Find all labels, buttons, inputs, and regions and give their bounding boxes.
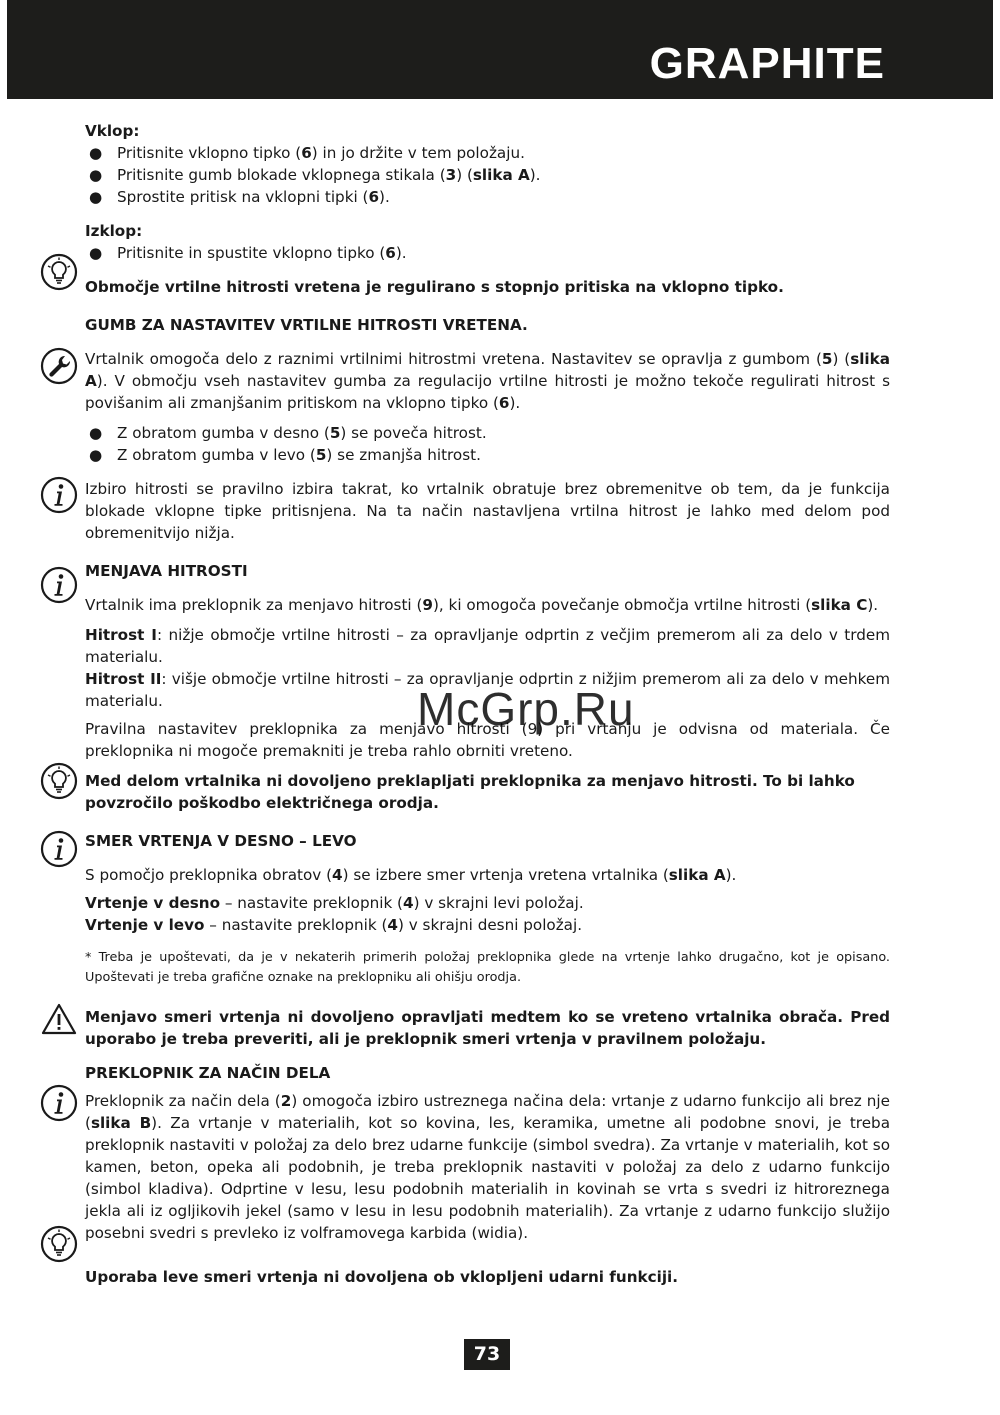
list-item: ● Z obratom gumba v desno (5) se poveča hitrost. [89,424,487,442]
warning-text: Menjavo smeri vrtenja ni dovoljeno opravljati medtem ko se vreteno vrtalnika obrača. Pred uporabo je treba preveriti, ali je preklopnik smeri vrtenja v pravilnem položaju. [85,1008,890,1048]
info-icon [40,830,78,868]
body-paragraph: Vrtalnik ima preklopnik za menjavo hitrosti (9), ki omogoča povečanje območja vrtilne hitrosti (slika C). [85,596,879,614]
list-item: ● Sprostite pritisk na vklopni tipki (6). [89,188,390,206]
list-item: ● Pritisnite gumb blokade vklopnega stikala (3) (slika A). [89,166,541,184]
lightbulb-icon [40,762,78,800]
tip-text: Uporaba leve smeri vrtenja ni dovoljena ob vklopljeni udarni funkciji. [85,1268,679,1286]
section-heading: MENJAVA HITROSTI [85,562,248,580]
brand-logo: GRAPHITE [649,39,885,88]
body-paragraph: Hitrost I: nižje območje vrtilne hitrosti – za opravljanje odprtin z večjim premerom ali za delo v trdem materialu. [85,626,891,666]
footnote: * Treba je upoštevati, da je v nekaterih primerih položaj preklopnika glede na vrtenje lahko drugačno, kot je opisano. Upoštevati je treba grafične oznake na preklopniku ali ohišju orodja. [85,950,890,985]
section-heading: SMER VRTENJA V DESNO – LEVO [85,832,357,850]
wrench-icon [40,347,78,385]
body-paragraph: Hitrost II: višje območje vrtilne hitrosti – za opravljanje odprtin z nižjim premerom ali za delo v mehkem materialu. [85,670,890,710]
warning-icon [40,1000,78,1038]
body-paragraph: Vrtenje v desno – nastavite preklopnik (4) v skrajni levi položaj. [85,894,584,912]
body-paragraph: Pravilna nastavitev preklopnika za menjavo hitrosti (9) pri vrtanju je odvisna od materiala. Če preklopnika ni mogoče premakniti je treba rahlo obrniti vreteno. [85,720,890,760]
list-item: ● Pritisnite vklopno tipko (6) in jo držite v tem položaju. [89,144,525,162]
tip-text: Območje vrtilne hitrosti vretena je regulirano s stopnjo pritiska na vklopno tipko. [85,278,784,296]
info-icon [40,1084,78,1122]
section-heading: GUMB ZA NASTAVITEV VRTILNE HITROSTI VRETENA. [85,316,528,334]
list-item: ● Z obratom gumba v levo (5) se zmanjša hitrost. [89,446,481,464]
body-paragraph: Vrtenje v levo – nastavite preklopnik (4) v skrajni desni položaj. [85,916,583,934]
lightbulb-icon [40,253,78,291]
body-paragraph: Vrtalnik omogoča delo z raznimi vrtilnimi hitrostmi vretena. Nastavitev se opravlja z gumbom (5) (slika A). V območju vseh nastavitev gumba za regulacijo vrtilne hitrosti je možno tekoče regulirati hitrost s povišanim ali zmanjšanim pritiskom na vklopno tipko (6). [85,350,890,412]
info-paragraph: Izbiro hitrosti se pravilno izbira takrat, ko vrtalnik obratuje brez obremenitve ob tem, da je funkcija blokade vklopne tipke pritisnjena. Na ta način nastavljena vrtilna hitrost je lahko med delom pod obremenitvijo nižja. [85,480,890,542]
section-heading: PREKLOPNIK ZA NAČIN DELA [85,1064,331,1082]
list-item: ● Pritisnite in spustite vklopno tipko (6). [89,244,407,262]
lightbulb-icon [40,1225,78,1263]
tip-text: Med delom vrtalnika ni dovoljeno preklapljati preklopnika za menjavo hitrosti. To bi lahko povzročilo poškodbo električnega orodja. [85,772,855,812]
info-icon [40,476,78,514]
body-paragraph: S pomočjo preklopnika obratov (4) se izbere smer vrtenja vretena vrtalnika (slika A). [85,866,737,884]
header-bar [7,0,993,99]
heading-izklop: Izklop: [85,222,143,240]
info-icon [40,566,78,604]
watermark: McGrp.Ru [417,683,635,735]
page-number: 73 [464,1339,510,1370]
body-paragraph: Preklopnik za način dela (2) omogoča izbiro ustreznega načina dela: vrtanje z udarno funkcijo ali brez nje (slika B). Za vrtanje v materialih, kot so kovina, les, keramika, umetne ali podobne snovi, je treba preklopnik nastaviti v položaj za delo brez udarne funkcije (simbol svedra). Za vrtanje v materialih, kot so kamen, beton, opeka ali podobnih, je treba preklopnik nastaviti v položaj za delo z udarno funkcijo (simbol kladiva). Odprtine v lesu, lesu podobnih materialih in kovinah se vrta s svedri iz hitroreznega jekla ali iz ogljikovih jekel (samo v lesu in lesu podobnih materialih). Za vrtanje z udarno funkcijo služijo posebni svedri s prevleko iz volframovega karbida (widia). [85,1092,891,1242]
heading-vklop: Vklop: [85,122,140,140]
